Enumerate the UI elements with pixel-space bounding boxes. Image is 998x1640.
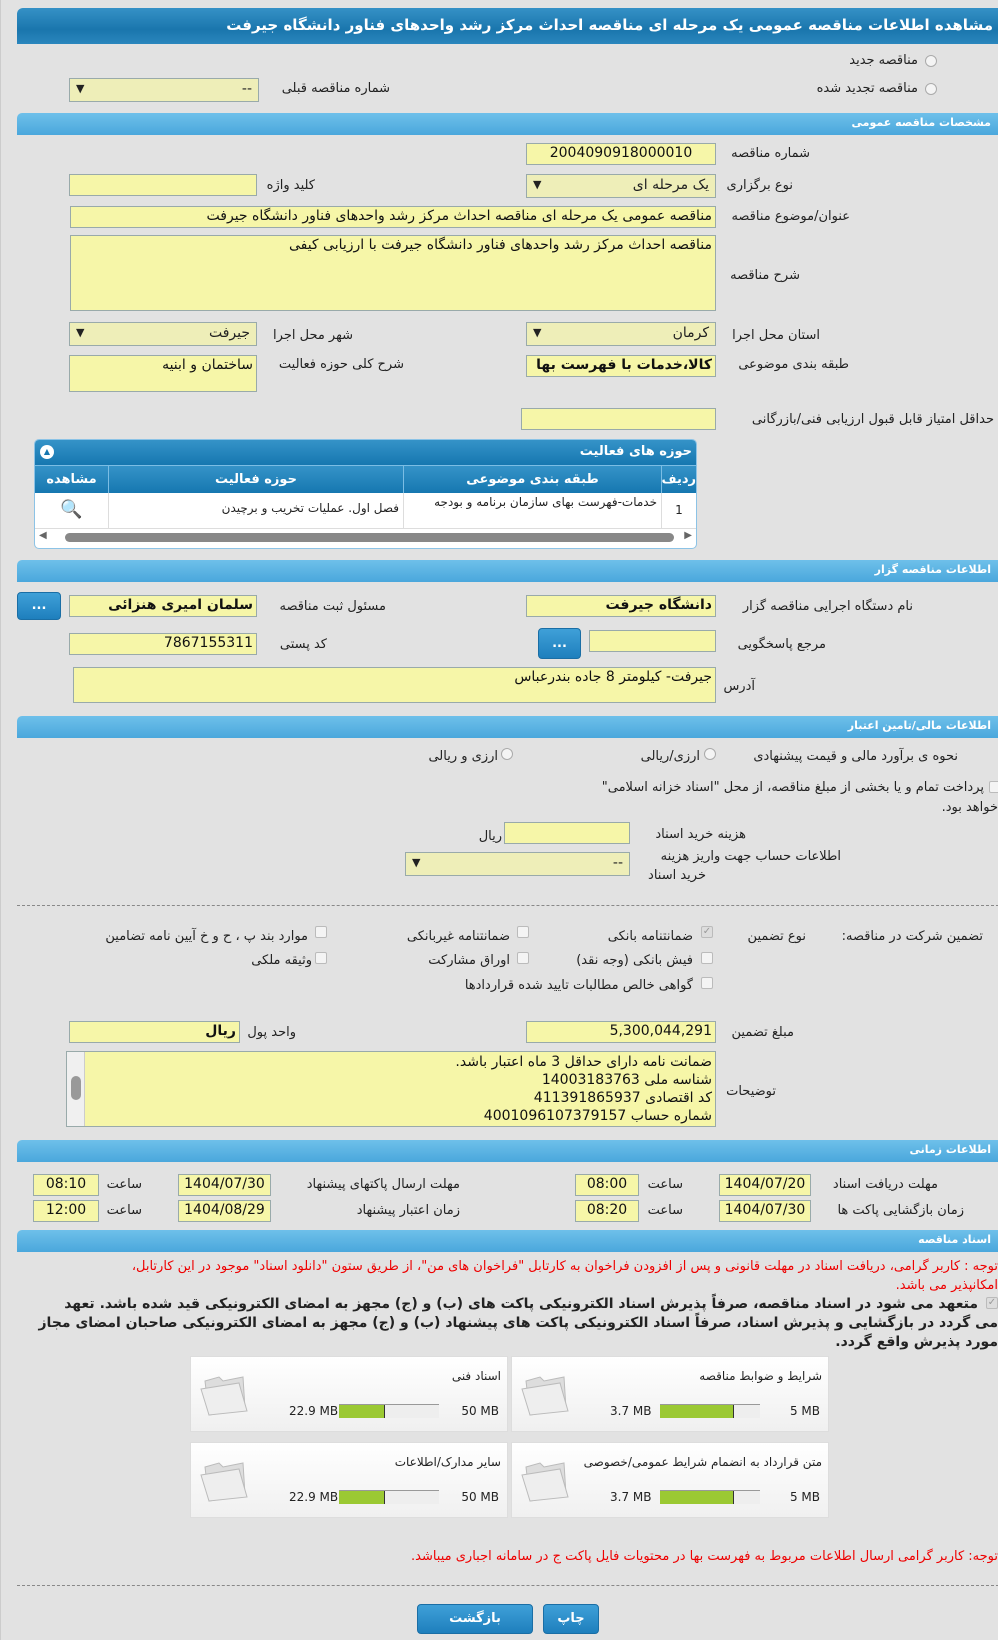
resp-lookup-button[interactable]: ...	[17, 592, 61, 620]
min-score-label: حداقل امتیاز قابل قبول ارزیابی فنی/بازرگانی	[751, 412, 994, 427]
type-select[interactable]	[526, 174, 716, 198]
activity-label: شرح کلی حوزه فعالیت	[278, 357, 404, 372]
file-name: متن قرارداد به انضمام شرایط عمومی/خصوصی	[583, 1455, 822, 1469]
option-label: گواهی خالص مطالبات تایید شده قراردادها	[464, 978, 693, 993]
amount-label: مبلغ تضمین	[731, 1025, 794, 1040]
chevron-down-icon: ▼	[76, 326, 85, 339]
scroll-right-icon[interactable]: ▶	[684, 530, 692, 541]
file-used: 3.7 MB	[610, 1490, 652, 1504]
province-label: استان محل اجرا	[732, 328, 820, 343]
valid-label: زمان اعتبار پیشنهاد	[356, 1203, 460, 1218]
desc-field[interactable]: مناقصه احداث مرکز رشد واحدهای فناور دانشگاه جیرفت با ارزیابی کیفی	[70, 235, 716, 311]
docs-note-2: امکانپذیر می باشد.	[895, 1278, 998, 1293]
min-score-field[interactable]	[521, 408, 716, 430]
resp-label: مسئول ثبت مناقصه	[279, 599, 386, 614]
collapse-icon[interactable]: ▲	[40, 445, 54, 459]
file-max: 5 MB	[789, 1490, 820, 1504]
notes-label: توضیحات	[726, 1084, 776, 1099]
file-name: شرایط و ضوابط مناقصه	[699, 1369, 822, 1383]
treasury-label-2: خواهد بود.	[941, 800, 998, 815]
horizontal-scrollbar[interactable]	[35, 529, 696, 547]
section-finance: اطلاعات مالی/تامین اعتبار	[17, 716, 998, 738]
ref-lookup-button[interactable]: ...	[538, 628, 581, 659]
commit-text-3: مورد پذیرش واقع گردد.	[835, 1334, 998, 1350]
print-button[interactable]: چاپ	[543, 1604, 599, 1634]
file-card[interactable]	[511, 1442, 829, 1518]
grid-title: حوزه های فعالیت	[579, 444, 692, 459]
notes-scrollbar[interactable]	[67, 1052, 85, 1126]
activity-grid	[34, 439, 697, 549]
org-label: نام دستگاه اجرایی مناقصه گزار	[742, 599, 913, 614]
property-collateral-checkbox[interactable]	[315, 952, 327, 964]
currency-label: واحد پول	[247, 1025, 296, 1040]
bank-receipt-checkbox[interactable]	[701, 952, 713, 964]
org-field[interactable]: دانشگاه جیرفت	[526, 595, 716, 617]
folder-icon	[520, 1457, 572, 1503]
file-usage-fill	[660, 1491, 734, 1504]
file-used: 3.7 MB	[610, 1404, 652, 1418]
send-label: مهلت ارسال پاکتهای پیشنهاد	[306, 1177, 460, 1192]
time-label: ساعت	[106, 1177, 142, 1192]
file-card[interactable]	[511, 1356, 829, 1432]
table-row	[35, 493, 696, 529]
file-max: 5 MB	[789, 1404, 820, 1418]
city-select[interactable]	[69, 322, 257, 346]
option-label: موارد بند پ ، ح و خ آیین نامه تضامین	[105, 929, 308, 944]
file-usage-bar	[660, 1490, 760, 1504]
col-view: مشاهده	[46, 472, 97, 487]
file-max: 50 MB	[461, 1404, 499, 1418]
page-title: مشاهده اطلاعات مناقصه عمومی یک مرحله ای مناقصه احداث مرکز رشد واحدهای فناور دانشگاه جیرفت	[17, 8, 998, 44]
activity-field[interactable]: ساختمان و ابنیه	[69, 355, 257, 392]
currency-field[interactable]: ریال	[69, 1021, 240, 1043]
subject-field[interactable]: مناقصه عمومی یک مرحله ای مناقصه احداث مرکز رشد واحدهای فناور دانشگاه جیرفت	[70, 206, 716, 228]
option-label: وثیقه ملکی	[251, 953, 312, 968]
tender-no-label: شماره مناقصه	[731, 146, 810, 161]
bank-guarantee-checkbox[interactable]: ✓	[702, 926, 712, 937]
opt1-label: ارزی/ریالی	[640, 749, 700, 764]
section-organizer: اطلاعات مناقصه گزار	[17, 560, 998, 582]
view-icon[interactable]: 🔍	[60, 499, 83, 520]
receive-time[interactable]: 08:00	[575, 1174, 639, 1196]
grid-title-bar	[35, 440, 696, 465]
nonbank-guarantee-checkbox[interactable]	[517, 926, 529, 938]
file-name: اسناد فنی	[451, 1369, 501, 1383]
rial-and-currency-radio[interactable]	[501, 748, 513, 760]
subject-label: عنوان/موضوع مناقصه	[731, 209, 850, 224]
province-select[interactable]	[526, 322, 716, 346]
col-field: حوزه فعالیت	[108, 466, 403, 493]
scrollbar-thumb[interactable]	[65, 533, 674, 542]
chevron-down-icon: ▼	[533, 178, 542, 191]
docs-note: توجه : کاربر گرامی، دریافت اسناد در مهلت قانونی و پس از افزودن فراخوان به کارتابل "فراخوان های من"، از طریق ستون "دانلود اسناد" موجود در این کارتابل،	[131, 1259, 998, 1274]
file-card[interactable]	[190, 1356, 508, 1432]
open-time[interactable]: 08:20	[575, 1200, 639, 1222]
chevron-down-icon: ▼	[533, 326, 542, 339]
fee-unit: ریال	[478, 829, 502, 844]
guarantee-type-label: نوع تضمین	[747, 929, 806, 944]
new-tender-label: مناقصه جدید	[849, 53, 918, 68]
account-label-2: خرید اسناد	[648, 868, 706, 883]
note-line: ضمانت نامه دارای حداقل 3 ماه اعتبار باشد.	[455, 1054, 712, 1070]
option-label: فیش بانکی (وجه نقد)	[576, 953, 693, 968]
opt2-label: ارزی و ریالی	[428, 749, 498, 764]
tender-no-field[interactable]: 2004090918000010	[526, 143, 716, 165]
bonds-checkbox[interactable]	[517, 952, 529, 964]
category-field[interactable]: کالا،خدمات با فهرست بها	[526, 355, 716, 377]
select-value: کرمان	[672, 325, 709, 341]
city-label: شهر محل اجرا	[273, 328, 353, 343]
back-button[interactable]: بازگشت	[417, 1604, 533, 1634]
file-card[interactable]	[190, 1442, 508, 1518]
send-time[interactable]: 08:10	[33, 1174, 99, 1196]
category-label: طبقه بندی موضوعی	[738, 357, 849, 372]
treasury-checkbox[interactable]	[989, 781, 998, 793]
select-value: --	[241, 81, 252, 97]
file-name: سایر مدارک/اطلاعات	[394, 1455, 501, 1469]
option-label: ضمانتنامه غیربانکی	[406, 929, 510, 944]
time-label: ساعت	[106, 1203, 142, 1218]
scroll-left-icon[interactable]: ◀	[39, 530, 47, 541]
treasury-label: پرداخت تمام و یا بخشی از مبلغ مناقصه، از محل "اسناد خزانه اسلامی"	[601, 780, 984, 795]
valid-time[interactable]: 12:00	[33, 1200, 99, 1222]
file-usage-fill	[660, 1405, 734, 1418]
desc-label: شرح مناقصه	[730, 268, 800, 283]
file-used: 22.9 MB	[289, 1490, 339, 1504]
open-date[interactable]: 1404/07/30	[719, 1200, 811, 1222]
renewed-tender-label: مناقصه تجدید شده	[816, 81, 918, 96]
valid-date[interactable]: 1404/08/29	[178, 1200, 271, 1222]
grid-header	[35, 465, 696, 493]
fee-label: هزینه خرید اسناد	[655, 827, 746, 842]
option-label: اوراق مشارکت	[428, 953, 510, 968]
time-label: ساعت	[647, 1203, 683, 1218]
postal-label: کد پستی	[279, 637, 327, 652]
price-list-note: توجه: کاربر گرامی ارسال اطلاعات مربوط به فهرست بها در محتویات فایل پاکت ج در سامانه اجباری میباشد.	[411, 1549, 998, 1564]
account-select[interactable]	[405, 852, 630, 876]
folder-icon	[199, 1457, 251, 1503]
new-tender-radio[interactable]	[925, 55, 937, 67]
commit-checkbox[interactable]: ✓	[987, 1297, 997, 1308]
receive-label: مهلت دریافت اسناد	[832, 1177, 938, 1192]
address-label: آدرس	[723, 679, 755, 694]
chevron-down-icon: ▼	[412, 856, 421, 869]
send-date[interactable]: 1404/07/30	[178, 1174, 271, 1196]
row-category: خدمات-فهرست بهای سازمان برنامه و بودجه	[403, 493, 661, 528]
row-field: فصل اول. عملیات تخریب و برچیدن	[108, 493, 403, 528]
time-label: ساعت	[647, 1177, 683, 1192]
method-label: نحوه ی برآورد مالی و قیمت پیشنهادی	[753, 749, 958, 764]
note-line: شناسه ملی 14003183763	[541, 1072, 712, 1088]
keyword-label: کلید واژه	[266, 178, 315, 193]
receivables-certificate-checkbox[interactable]	[701, 977, 713, 989]
ref-field[interactable]	[589, 630, 716, 652]
regulation-items-checkbox[interactable]	[315, 926, 327, 938]
file-usage-fill	[339, 1491, 385, 1504]
section-times: اطلاعات زمانی	[17, 1140, 998, 1162]
section-general: مشخصات مناقصه عمومی	[17, 113, 998, 135]
select-value: یک مرحله ای	[632, 177, 709, 193]
select-value: --	[612, 855, 623, 871]
type-label: نوع برگزاری	[726, 178, 793, 193]
divider	[17, 905, 998, 906]
prev-number-label: شماره مناقصه قبلی	[281, 81, 390, 96]
receive-date[interactable]: 1404/07/20	[719, 1174, 811, 1196]
notes-field[interactable]	[66, 1051, 716, 1127]
commit-text-2: می گردد در بازگشایی و پذیرش اسناد، صرفاً اسناد الکترونیکی پاکت های پیشنهاد (ب) و (ج) مجهز به امضای الکترونیکی صاحبان امضای مجاز	[38, 1315, 998, 1331]
guarantee-label: تضمین شرکت در مناقصه:	[841, 929, 983, 944]
note-line: شماره حساب 4001096107379157	[483, 1108, 712, 1124]
address-field[interactable]: جیرفت- کیلومتر 8 جاده بندرعباس	[73, 667, 716, 703]
col-row: ردیف	[661, 466, 696, 493]
file-used: 22.9 MB	[289, 1404, 339, 1418]
open-label: زمان بازگشایی پاکت ها	[837, 1203, 964, 1218]
keyword-field[interactable]	[69, 174, 257, 196]
file-usage-bar	[339, 1490, 439, 1504]
note-line: کد اقتصادی 411391865937	[533, 1090, 712, 1106]
file-usage-fill	[339, 1405, 385, 1418]
prev-number-select[interactable]	[69, 78, 259, 102]
col-category: طبقه بندی موضوعی	[403, 466, 661, 493]
renewed-tender-radio[interactable]	[925, 83, 937, 95]
postal-field[interactable]: 7867155311	[69, 633, 257, 655]
ref-label: مرجع پاسخگویی	[737, 637, 826, 652]
file-usage-bar	[660, 1404, 760, 1418]
commit-text: متعهد می شود در اسناد مناقصه، صرفاً پذیرش اسناد الکترونیکی پاکت های (ب) و (ج) مجهز به امضای الکترونیکی قید شده باشد. تعهد	[64, 1296, 978, 1312]
rial-currency-radio[interactable]	[704, 748, 716, 760]
fee-field[interactable]	[504, 822, 630, 844]
scrollbar-thumb[interactable]	[71, 1076, 81, 1100]
file-usage-bar	[339, 1404, 439, 1418]
account-label: اطلاعات حساب جهت واریز هزینه	[660, 849, 841, 864]
option-label: ضمانتنامه بانکی	[607, 929, 693, 944]
amount-field[interactable]: 5,300,044,291	[526, 1021, 716, 1043]
select-value: جیرفت	[208, 325, 250, 341]
row-number: 1	[661, 493, 696, 528]
folder-icon	[520, 1371, 572, 1417]
section-docs: اسناد مناقصه	[17, 1230, 998, 1252]
chevron-down-icon: ▼	[76, 82, 85, 95]
resp-field[interactable]: سلمان امیری هنزائی	[69, 595, 257, 617]
file-max: 50 MB	[461, 1490, 499, 1504]
folder-icon	[199, 1371, 251, 1417]
divider	[17, 1585, 998, 1586]
